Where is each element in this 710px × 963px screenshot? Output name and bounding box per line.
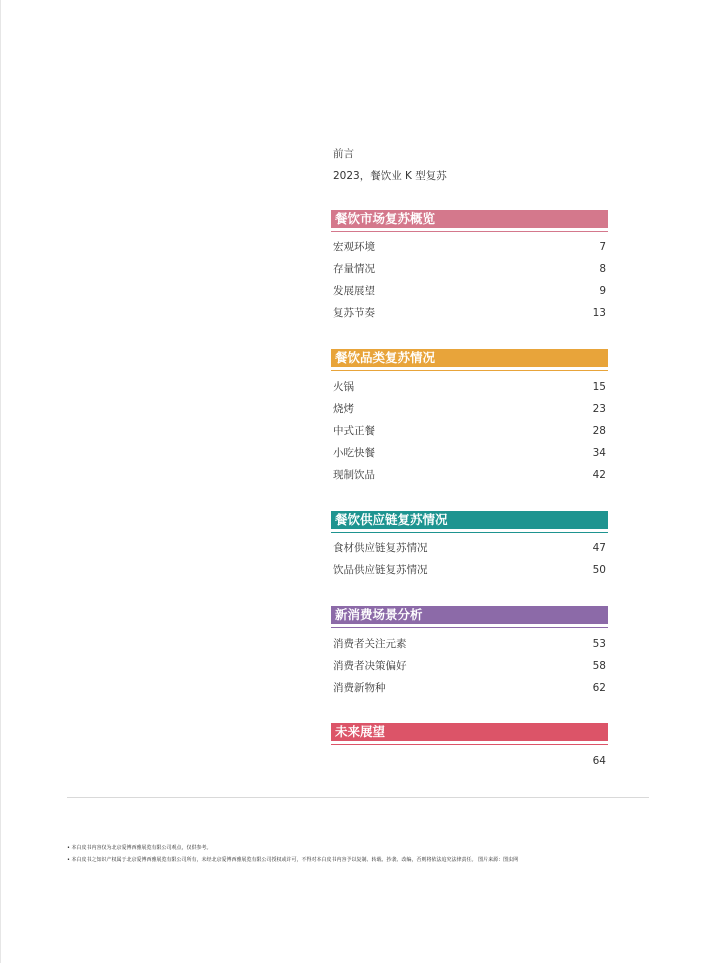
toc-item-label: 消费新物种 xyxy=(333,682,386,694)
toc-item[interactable] xyxy=(333,467,608,483)
toc-item-page: 47 xyxy=(592,542,606,554)
toc-item-page: 50 xyxy=(592,564,606,576)
toc-item-label: 食材供应链复苏情况 xyxy=(333,542,428,554)
toc-item-page: 23 xyxy=(592,403,606,415)
toc-item-label: 复苏节奏 xyxy=(333,307,375,319)
toc-item-label: 火锅 xyxy=(333,381,354,393)
toc-item[interactable] xyxy=(333,379,608,395)
toc-item[interactable] xyxy=(333,540,608,556)
toc-item-page: 34 xyxy=(592,447,606,459)
toc-item[interactable] xyxy=(333,445,608,461)
toc-item-label: 消费者决策偏好 xyxy=(333,660,407,672)
footer-divider xyxy=(67,797,649,798)
toc-item[interactable] xyxy=(333,283,608,299)
toc-item-page: 8 xyxy=(599,263,606,275)
toc-item-label: 现制饮品 xyxy=(333,469,375,481)
toc-item-page: 15 xyxy=(592,381,606,393)
toc-item-label: 烧烤 xyxy=(333,403,354,415)
toc-item-label: 小吃快餐 xyxy=(333,447,375,459)
toc-item-page: 42 xyxy=(592,469,606,481)
toc-item[interactable] xyxy=(333,261,608,277)
toc-item[interactable] xyxy=(333,305,608,321)
footnote-copyright: • 本白皮书之知识产权属于北京爱博西雅展览有限公司所有，未经北京爱博西雅展览有限公司授权或许可，不得对本白皮书内容予以复制、转载、抄袭、改编，否则将依法追究法律责任。 图片来源：图虫网 xyxy=(67,857,519,863)
toc-intro-k-recovery[interactable]: 2023，餐饮业 K 型复苏 xyxy=(333,170,447,182)
toc-item-page: 28 xyxy=(592,425,606,437)
section-header-supply-chain[interactable]: 餐饮供应链复苏情况 xyxy=(331,511,608,529)
toc-item-page: 58 xyxy=(592,660,606,672)
toc-item[interactable] xyxy=(333,562,608,578)
toc-item-label: 存量情况 xyxy=(333,263,375,275)
section-rule xyxy=(331,744,608,745)
section-header-outlook[interactable]: 未来展望 xyxy=(331,723,608,741)
section-header-market-overview[interactable]: 餐饮市场复苏概览 xyxy=(331,210,608,228)
toc-item-label: 中式正餐 xyxy=(333,425,375,437)
toc-item[interactable] xyxy=(333,680,608,696)
toc-item-page: 9 xyxy=(599,285,606,297)
toc-item-label: 饮品供应链复苏情况 xyxy=(333,564,428,576)
toc-item-label: 消费者关注元素 xyxy=(333,638,407,650)
section-rule xyxy=(331,231,608,232)
section-header-category-recovery[interactable]: 餐饮品类复苏情况 xyxy=(331,349,608,367)
toc-item-label: 宏观环境 xyxy=(333,241,375,253)
toc-item-page: 64 xyxy=(592,755,606,767)
section-header-consumption-scenarios[interactable]: 新消费场景分析 xyxy=(331,606,608,624)
section-rule xyxy=(331,370,608,371)
section-rule xyxy=(331,532,608,533)
toc-item-label: 发展展望 xyxy=(333,285,375,297)
toc-item[interactable] xyxy=(333,401,608,417)
page-edge xyxy=(0,0,1,963)
toc-item[interactable] xyxy=(333,423,608,439)
toc-item[interactable] xyxy=(333,636,608,652)
toc-item[interactable] xyxy=(333,753,608,769)
toc-item-page: 7 xyxy=(599,241,606,253)
toc-item[interactable] xyxy=(333,239,608,255)
footnote-opinion: • 本白皮书内容仅为北京爱博西雅展览有限公司观点，仅供参考。 xyxy=(67,845,212,851)
toc-item-page: 53 xyxy=(592,638,606,650)
section-rule xyxy=(331,627,608,628)
toc-intro-preface[interactable]: 前言 xyxy=(333,148,354,160)
toc-item-page: 62 xyxy=(592,682,606,694)
toc-item-page: 13 xyxy=(592,307,606,319)
toc-item[interactable] xyxy=(333,658,608,674)
